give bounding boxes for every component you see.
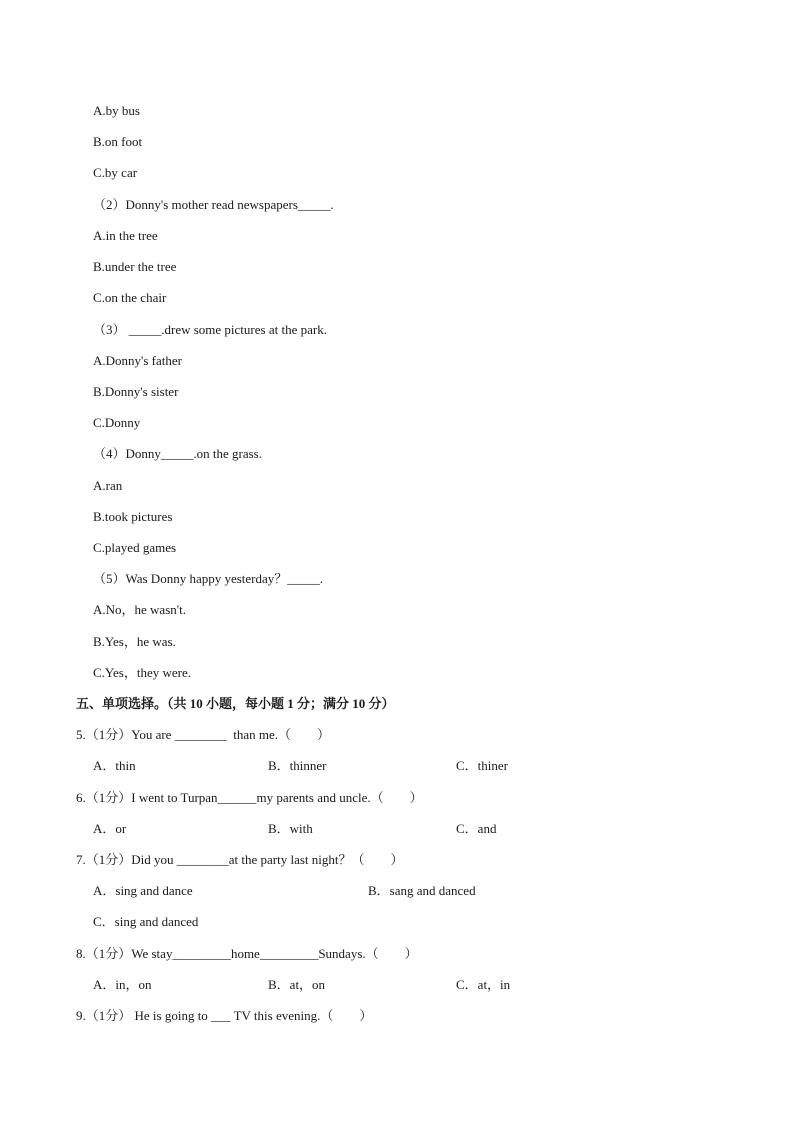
option-a: A.by bus — [93, 103, 140, 118]
option-a: A．or — [93, 821, 127, 836]
option-c: C．and — [456, 821, 497, 836]
question-stem: 7.（1分）Did you ________at the party last night？（ ） — [76, 852, 404, 867]
option-a: A.ran — [93, 478, 123, 493]
option-a: A.in the tree — [93, 228, 158, 243]
option-c: C．sing and danced — [93, 914, 199, 929]
option-b: B.took pictures — [93, 509, 173, 524]
question-stem: （4）Donny_____.on the grass. — [93, 446, 262, 461]
option-c: C.by car — [93, 165, 138, 180]
option-b: B．at，on — [268, 977, 326, 992]
question-stem: 9.（1分） He is going to ___ TV this evening.（ ） — [76, 1008, 373, 1023]
question-stem: （5）Was Donny happy yesterday？_____. — [93, 571, 324, 586]
option-a: A．sing and dance — [93, 883, 193, 898]
option-b: B.Donny's sister — [93, 384, 179, 399]
option-b: B．sang and danced — [368, 883, 476, 898]
option-b: B.under the tree — [93, 259, 177, 274]
option-c: C.Yes，they were. — [93, 665, 191, 680]
option-c: C.Donny — [93, 415, 141, 430]
question-stem: 5.（1分）You are ________ than me.（ ） — [76, 727, 330, 742]
option-c: C．at，in — [456, 977, 511, 992]
option-a: A.No，he wasn't. — [93, 602, 186, 617]
question-stem: 8.（1分）We stay_________home_________Sundays.（ ） — [76, 946, 418, 961]
option-b: B.on foot — [93, 134, 143, 149]
option-a: A.Donny's father — [93, 353, 182, 368]
option-b: B.Yes，he was. — [93, 634, 176, 649]
option-c: C．thiner — [456, 758, 508, 773]
option-b: B．thinner — [268, 758, 327, 773]
question-stem: （3） _____.drew some pictures at the park. — [93, 322, 327, 337]
option-c: C.on the chair — [93, 290, 167, 305]
question-stem: 6.（1分）I went to Turpan______my parents and uncle.（ ） — [76, 790, 423, 805]
question-stem: （2）Donny's mother read newspapers_____. — [93, 197, 334, 212]
option-b: B．with — [268, 821, 313, 836]
option-a: A．in，on — [93, 977, 152, 992]
section-heading: 五、单项选择。（共 10 小题，每小题 1 分；满分 10 分） — [76, 696, 395, 711]
option-c: C.played games — [93, 540, 177, 555]
option-a: A．thin — [93, 758, 136, 773]
